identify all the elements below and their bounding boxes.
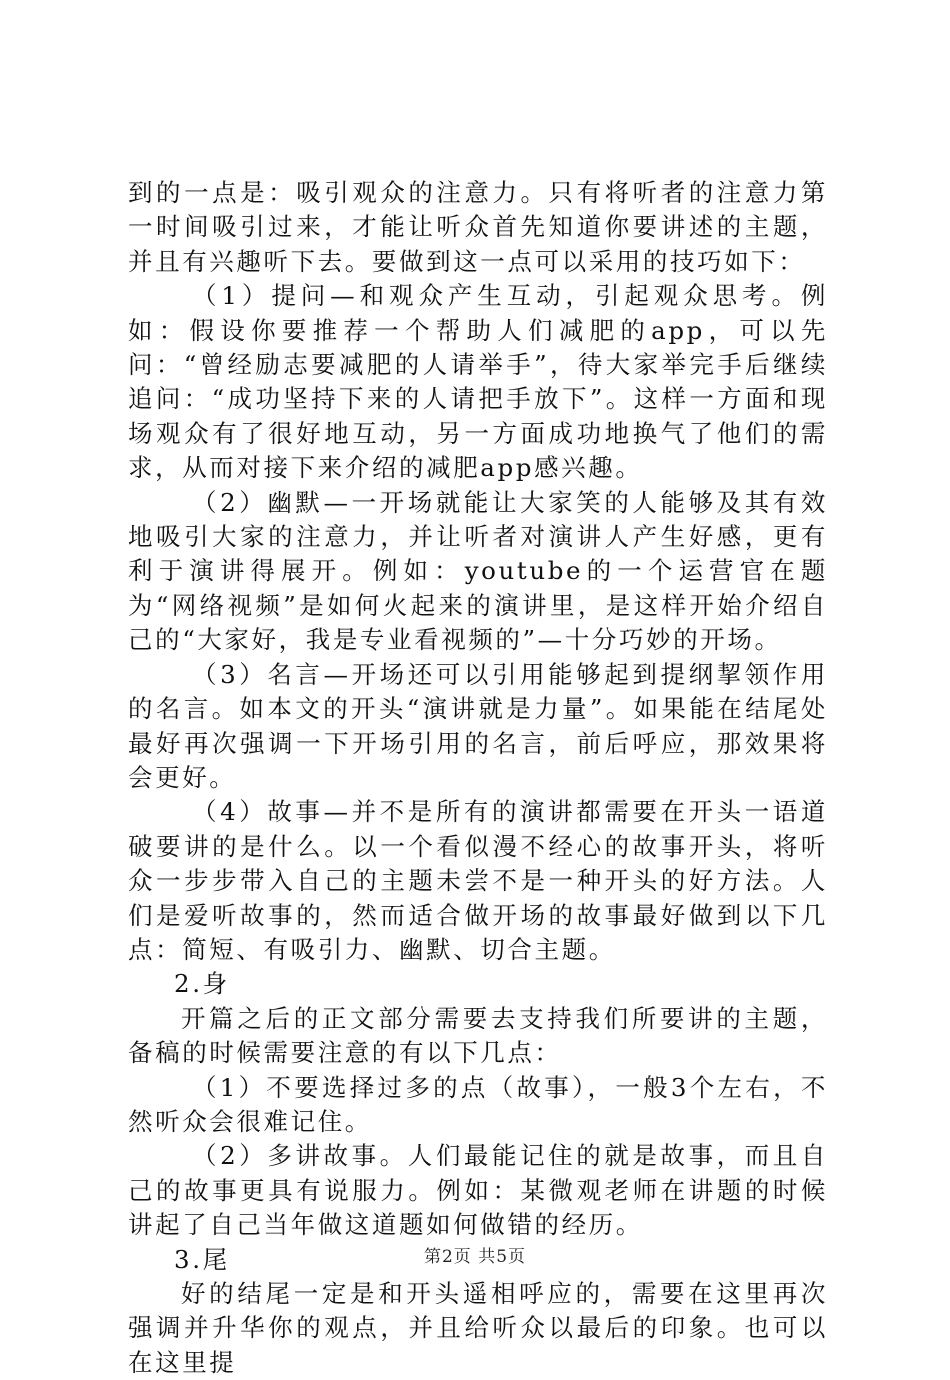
- paragraph-tip-story: （4）故事—并不是所有的演讲都需要在开头一语道破要讲的是什么。以一个看似漫不经心的故事开头，将听众一步步带入自己的主题未尝不是一种开头的好方法。人们是爱听故事的，然而适合做开场的故事最好做到以下几点：简短、有吸引力、幽默、切合主题。: [128, 797, 828, 964]
- section-heading-ending: 3.尾: [174, 1244, 230, 1274]
- document-body: [128, 176, 828, 1380]
- paragraph-tip-humor: （2）幽默—一开场就能让大家笑的人能够及其有效地吸引大家的注意力，并让听者对演讲人产生好感，更有利于演讲得展开。例如：youtube的一个运营官在题为“网络视频”是如何火起来的演讲里，是这样开始介绍自己的“大家好，我是专业看视频的”—十分巧妙的开场。: [128, 487, 828, 655]
- paragraph-ending: 好的结尾一定是和开头遥相呼应的，需要在这里再次强调并升华你的观点，并且给听众以最后的印象。也可以在这里提: [128, 1279, 828, 1377]
- paragraph-tip-question: （1）提问—和观众产生互动，引起观众思考。例如：假设你要推荐一个帮助人们减肥的app，可以先问：“曾经励志要减肥的人请举手”，待大家举完手后继续追问：“成功坚持下来的人请把手放下”。这样一方面和现场观众有了很好地互动，另一方面成功地换气了他们的需求，从而对接下来介绍的减肥app感兴趣。: [128, 281, 828, 483]
- paragraph-continuation: 到的一点是：吸引观众的注意力。只有将听者的注意力第一时间吸引过来，才能让听众首先知道你要讲述的主题，并且有兴趣听下去。要做到这一点可以采用的技巧如下：: [128, 178, 828, 276]
- section-heading-body: 2.身: [174, 969, 230, 999]
- page-number-footer: 第2页 共5页: [423, 1247, 527, 1267]
- paragraph-body-intro: 开篇之后的正文部分需要去支持我们所要讲的主题，备稿的时候需要注意的有以下几点：: [128, 1003, 828, 1068]
- paragraph-body-point-1: （1）不要选择过多的点（故事），一般3个左右，不然听众会很难记住。: [128, 1072, 828, 1136]
- paragraph-tip-quote: （3）名言—开场还可以引用能够起到提纲挈领作用的名言。如本文的开头“演讲就是力量”。如果能在结尾处最好再次强调一下开场引用的名言，前后呼应，那效果将会更好。: [128, 659, 828, 792]
- paragraph-body-point-2: （2）多讲故事。人们最能记住的就是故事，而且自己的故事更具有说服力。例如：某微观老师在讲题的时候讲起了自己当年做这道题如何做错的经历。: [128, 1141, 828, 1240]
